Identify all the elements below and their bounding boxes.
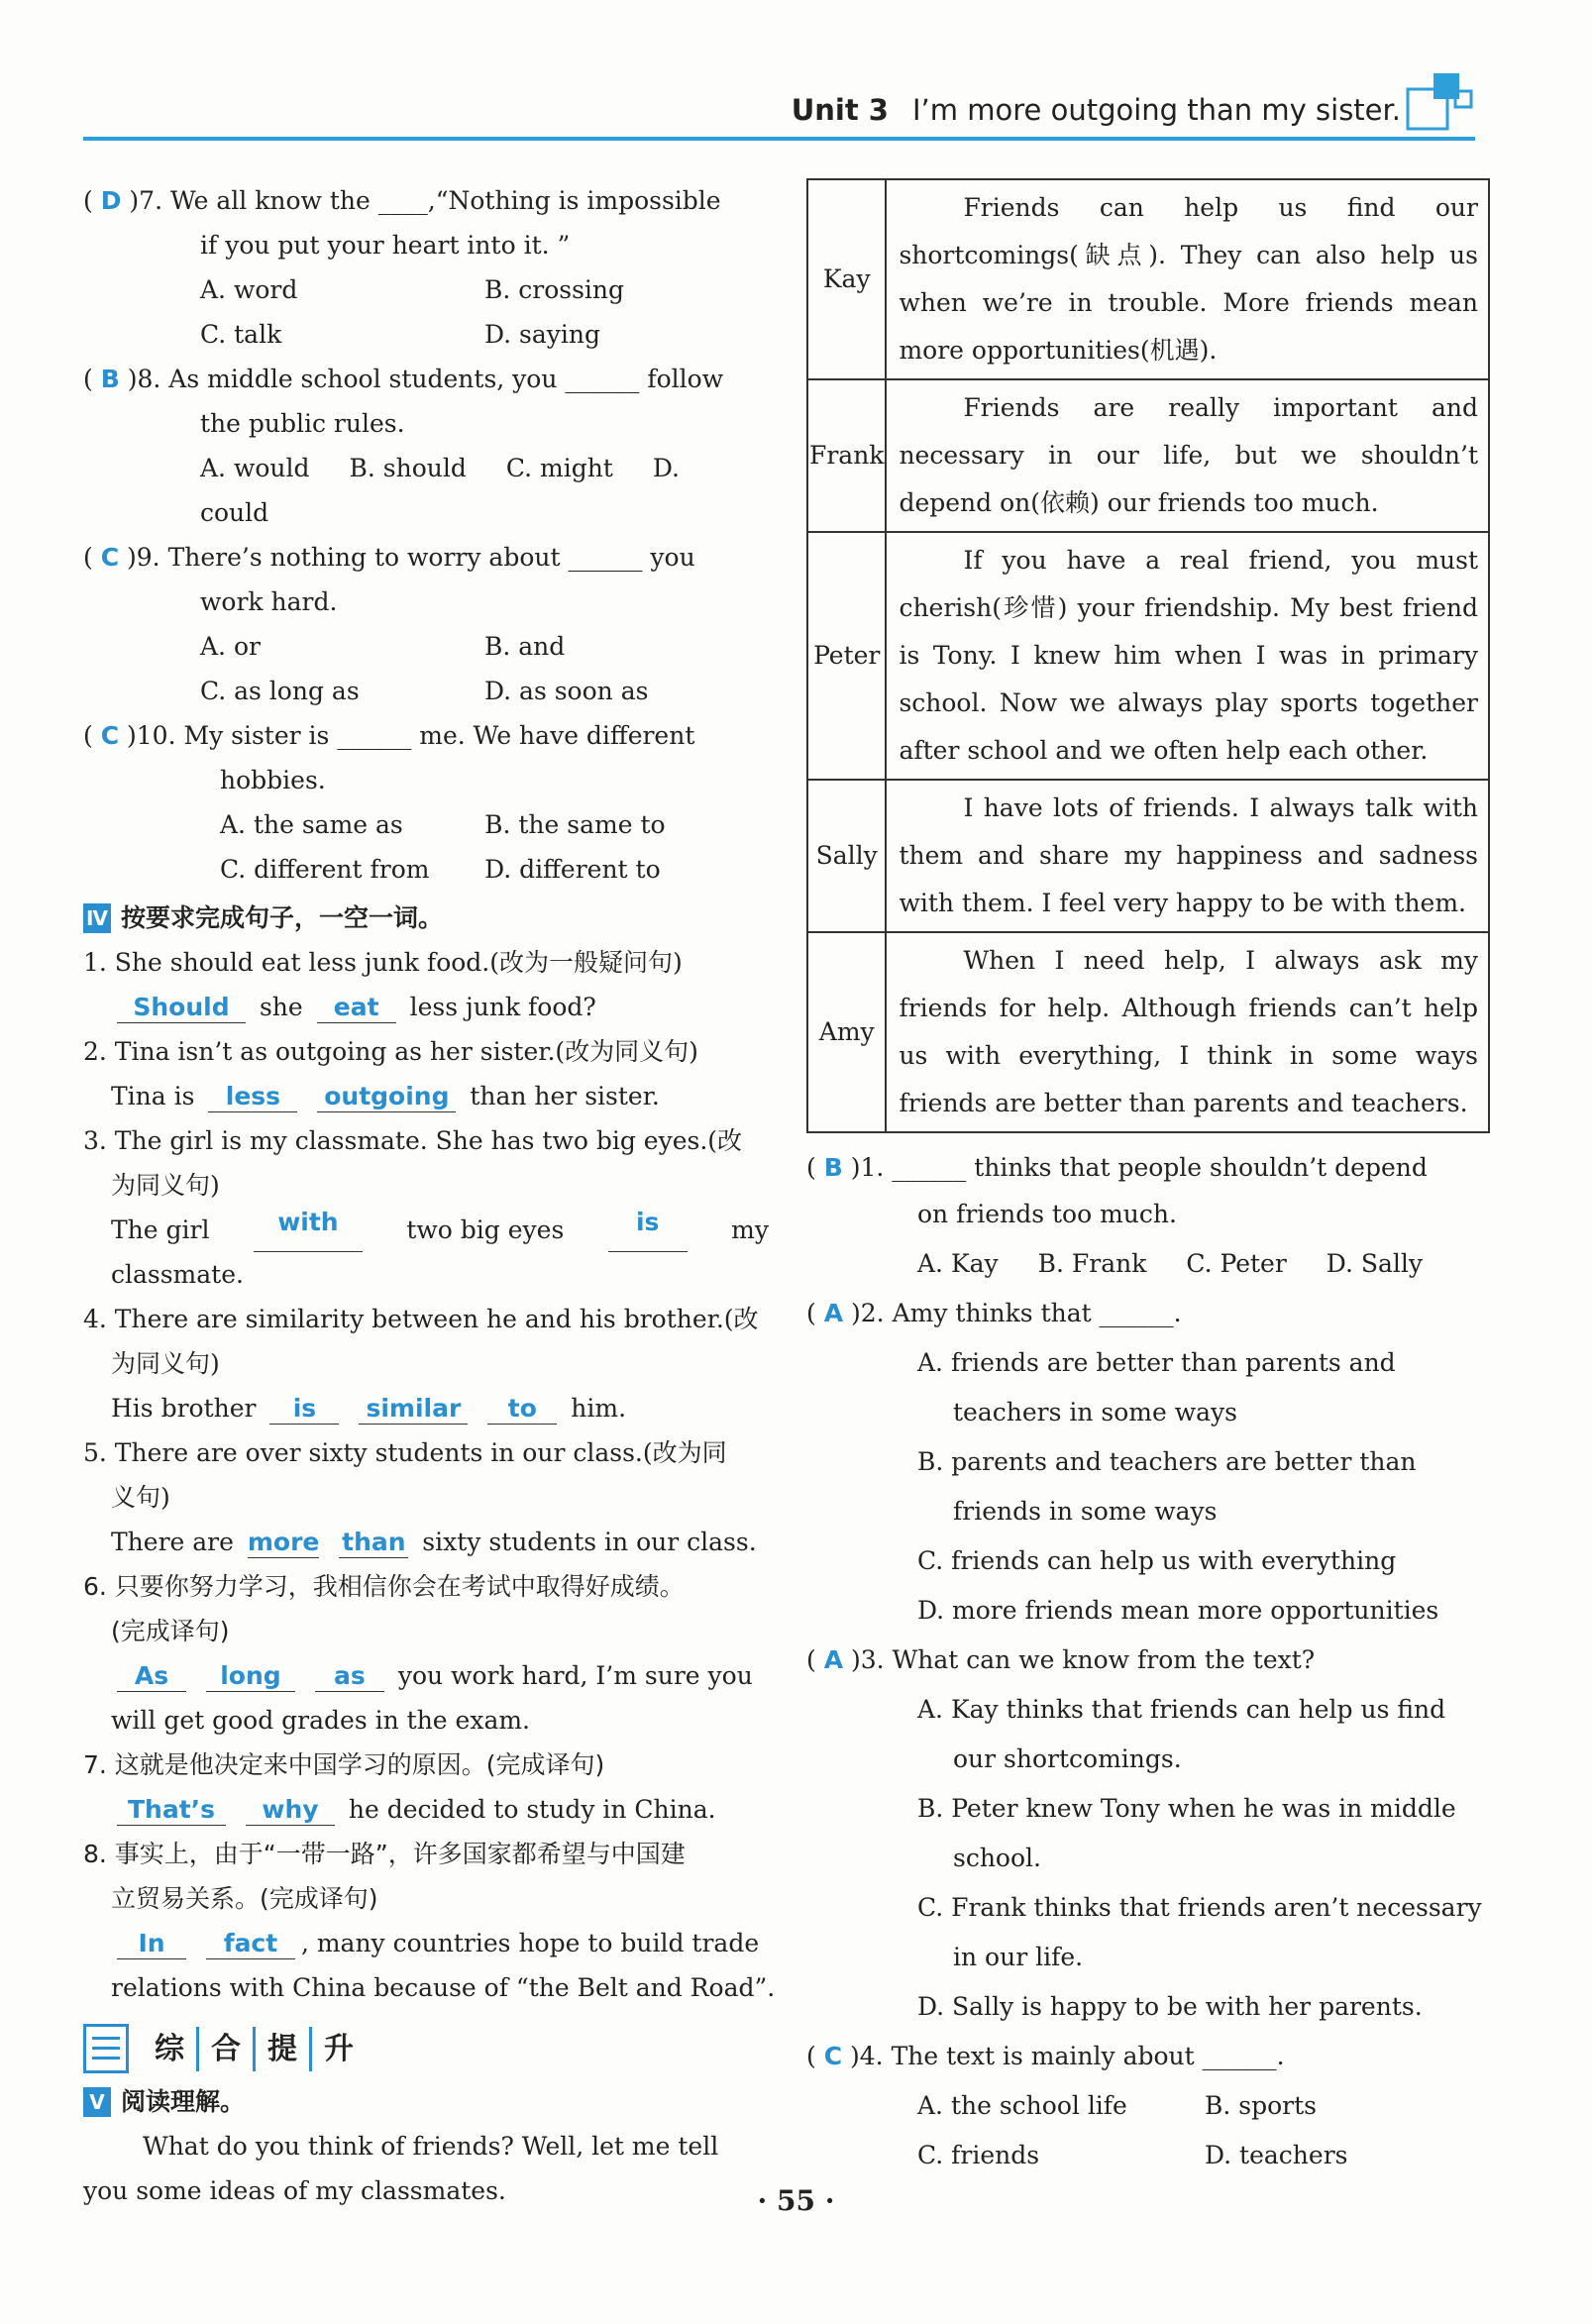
rq3-option-b: B. Peter knew Tony when he was in middle bbox=[917, 1794, 1456, 1823]
rq4-options-cd: C. friends D. teachers bbox=[917, 2141, 1348, 2169]
question-10: ( C )10. My sister is ______ me. We have different bbox=[83, 721, 695, 750]
classmate-opinion bbox=[886, 179, 1489, 379]
sentence-8: 8. 事实上，由于“一带一路”，许多国家都希望与中国建 bbox=[83, 1840, 686, 1868]
rq3-option-b-cont: school. bbox=[953, 1844, 1041, 1872]
question-7: ( D )7. We all know the ____,“Nothing is impossible bbox=[83, 186, 721, 215]
rq2-option-c: C. friends can help us with everything bbox=[917, 1546, 1397, 1575]
sentence-3-answer-cont: classmate. bbox=[111, 1260, 244, 1289]
rq2-option-a-cont: teachers in some ways bbox=[953, 1398, 1237, 1426]
classmate-name: Peter bbox=[807, 532, 886, 780]
reading-intro-cont: you some ideas of my classmates. bbox=[83, 2176, 506, 2205]
sentence-6-cont: (完成译句) bbox=[111, 1617, 230, 1645]
sentence-3-answer: The girl with two big eyes is my bbox=[83, 1208, 769, 1252]
sentence-6-answer-cont: will get good grades in the exam. bbox=[111, 1706, 530, 1735]
classmates-table bbox=[806, 178, 1490, 1133]
table-row bbox=[807, 179, 1489, 379]
rq2-option-a: A. friends are better than parents and bbox=[917, 1348, 1396, 1377]
q10-options-cd: C. different from D. different to bbox=[220, 855, 661, 884]
question-9: ( C )9. There’s nothing to worry about ______ you bbox=[83, 543, 695, 572]
classmate-name: Kay bbox=[807, 179, 886, 379]
classmate-opinion bbox=[886, 780, 1489, 932]
sentence-7: 7. 这就是他决定来中国学习的原因。(完成译句) bbox=[83, 1750, 605, 1779]
sentence-7-answer: That’s why he decided to study in China. bbox=[83, 1787, 769, 1832]
classmate-opinion bbox=[886, 379, 1489, 532]
sentence-6: 6. 只要你努力学习，我相信你会在考试中取得好成绩。 bbox=[83, 1572, 685, 1601]
opinion-text: I have lots of friends. I always talk with them and share my happiness and sadness with them. I feel very happy to be with them. bbox=[899, 793, 1478, 917]
corner-squares-icon bbox=[1406, 71, 1475, 135]
sentence-2: 2. Tina isn’t as outgoing as her sister.(改为同义句) bbox=[83, 1037, 698, 1066]
sentence-4-cont: 为同义句) bbox=[111, 1349, 220, 1378]
q7-options-ab: A. word B. crossing bbox=[200, 275, 625, 304]
rq3-option-c-cont: in our life. bbox=[953, 1943, 1084, 1971]
left-column bbox=[83, 178, 776, 2213]
opinion-text: Friends are really important and necessary in our life, but we shouldn’t depend on(依赖) our friends too much. bbox=[899, 393, 1478, 517]
opinion-text: If you have a real friend, you must cherish(珍惜) your friendship. My best friend is Tony. I knew him when I was in primary school. Now we always play sports together after school and we often help each other. bbox=[899, 546, 1478, 765]
sentence-3: 3. The girl is my classmate. She has two big eyes.(改 bbox=[83, 1126, 743, 1155]
question-8-cont: the public rules. bbox=[200, 409, 405, 438]
table-row bbox=[807, 379, 1489, 532]
sentence-5-answer: There are more than sixty students in our class. bbox=[111, 1528, 757, 1556]
table-row bbox=[807, 780, 1489, 932]
rq2-option-b-cont: friends in some ways bbox=[953, 1497, 1218, 1526]
sentence-8-answer-cont: relations with China because of “the Belt and Road”. bbox=[111, 1973, 776, 2002]
notes-icon bbox=[83, 2024, 129, 2073]
unit-label: Unit 3 bbox=[791, 93, 889, 127]
rq3-option-a: A. Kay thinks that friends can help us find bbox=[917, 1695, 1446, 1724]
page-number: · 55 · bbox=[757, 2184, 835, 2217]
sentence-1: 1. She should eat less junk food.(改为一般疑问句) bbox=[83, 948, 683, 977]
sentence-4: 4. There are similarity between he and his brother.(改 bbox=[83, 1305, 759, 1333]
table-row bbox=[807, 932, 1489, 1132]
rq3-option-c: C. Frank thinks that friends aren’t necessary bbox=[917, 1893, 1482, 1922]
question-7-cont: if you put your heart into it. ” bbox=[200, 231, 571, 260]
rq4-options-ab: A. the school life B. sports bbox=[917, 2091, 1317, 2120]
q10-options-ab: A. the same as B. the same to bbox=[220, 810, 666, 839]
section-4-heading: Ⅳ 按要求完成句子，一空一词。 bbox=[83, 896, 769, 940]
sentence-8-cont: 立贸易关系。(完成译句) bbox=[111, 1884, 378, 1913]
unit-title: I’m more outgoing than my sister. bbox=[912, 93, 1401, 127]
right-column bbox=[806, 178, 1490, 2180]
classmate-name: Frank bbox=[807, 379, 886, 532]
rq2-option-b: B. parents and teachers are better than bbox=[917, 1447, 1417, 1476]
question-9-cont: work hard. bbox=[200, 587, 338, 616]
rq3-option-d: D. Sally is happy to be with her parents. bbox=[917, 1992, 1423, 2021]
opinion-text: When I need help, I always ask my friends for help. Although friends can’t help us with everything, I think in some ways friends are better than parents and teachers. bbox=[899, 946, 1478, 1117]
opinion-text: Friends can help us find our shortcomings(缺点). They can also help us when we’re in trouble. More friends mean more opportunities(机遇). bbox=[899, 193, 1478, 365]
header-title bbox=[792, 93, 1401, 127]
page-header bbox=[83, 87, 1475, 147]
sentence-5: 5. There are over sixty students in our class.(改为同 bbox=[83, 1438, 727, 1467]
reading-question-2: ( A )2. Amy thinks that ______. bbox=[806, 1299, 1182, 1327]
sentence-2-answer: Tina is less outgoing than her sister. bbox=[111, 1082, 660, 1110]
q9-options-cd: C. as long as D. as soon as bbox=[200, 677, 649, 705]
sentence-4-answer: His brother is similar to him. bbox=[111, 1394, 627, 1423]
sentence-6-answer: As long as you work hard, I’m sure you bbox=[83, 1653, 769, 1698]
reading-question-4: ( C )4. The text is mainly about ______. bbox=[806, 2042, 1285, 2070]
classmate-name: Sally bbox=[807, 780, 886, 932]
rq3-option-a-cont: our shortcomings. bbox=[953, 1744, 1182, 1773]
question-8: ( B )8. As middle school students, you ______ follow bbox=[83, 365, 724, 393]
sentence-3-cont: 为同义句) bbox=[111, 1171, 220, 1200]
rq2-option-d: D. more friends mean more opportunities bbox=[917, 1596, 1439, 1625]
q7-options-cd: C. talk D. saying bbox=[200, 320, 601, 349]
zonghe-heading: 综 合 提 升 bbox=[83, 2024, 769, 2073]
reading-intro: What do you think of friends? Well, let me tell bbox=[143, 2132, 719, 2161]
sentence-1-answer: Should she eat less junk food? bbox=[83, 985, 769, 1029]
classmate-name: Amy bbox=[807, 932, 886, 1132]
reading-question-1-cont: on friends too much. bbox=[917, 1200, 1177, 1228]
classmate-opinion bbox=[886, 532, 1489, 780]
q8-options: A. would B. should C. might D. could bbox=[200, 454, 680, 527]
sentence-8-answer: In fact , many countries hope to build trade bbox=[83, 1921, 769, 1965]
rq1-options: A. Kay B. Frank C. Peter D. Sally bbox=[917, 1249, 1423, 1278]
header-rule bbox=[83, 137, 1475, 141]
classmate-opinion bbox=[886, 932, 1489, 1132]
table-row bbox=[807, 532, 1489, 780]
q9-options-ab: A. or B. and bbox=[200, 632, 566, 661]
section-5-heading: Ⅴ 阅读理解。 bbox=[83, 2079, 769, 2124]
reading-question-3: ( A )3. What can we know from the text? bbox=[806, 1645, 1316, 1674]
reading-question-1: ( B )1. ______ thinks that people shouldn’t depend bbox=[806, 1153, 1428, 1182]
sentence-5-cont: 义句) bbox=[111, 1483, 170, 1512]
question-10-cont: hobbies. bbox=[220, 766, 326, 794]
